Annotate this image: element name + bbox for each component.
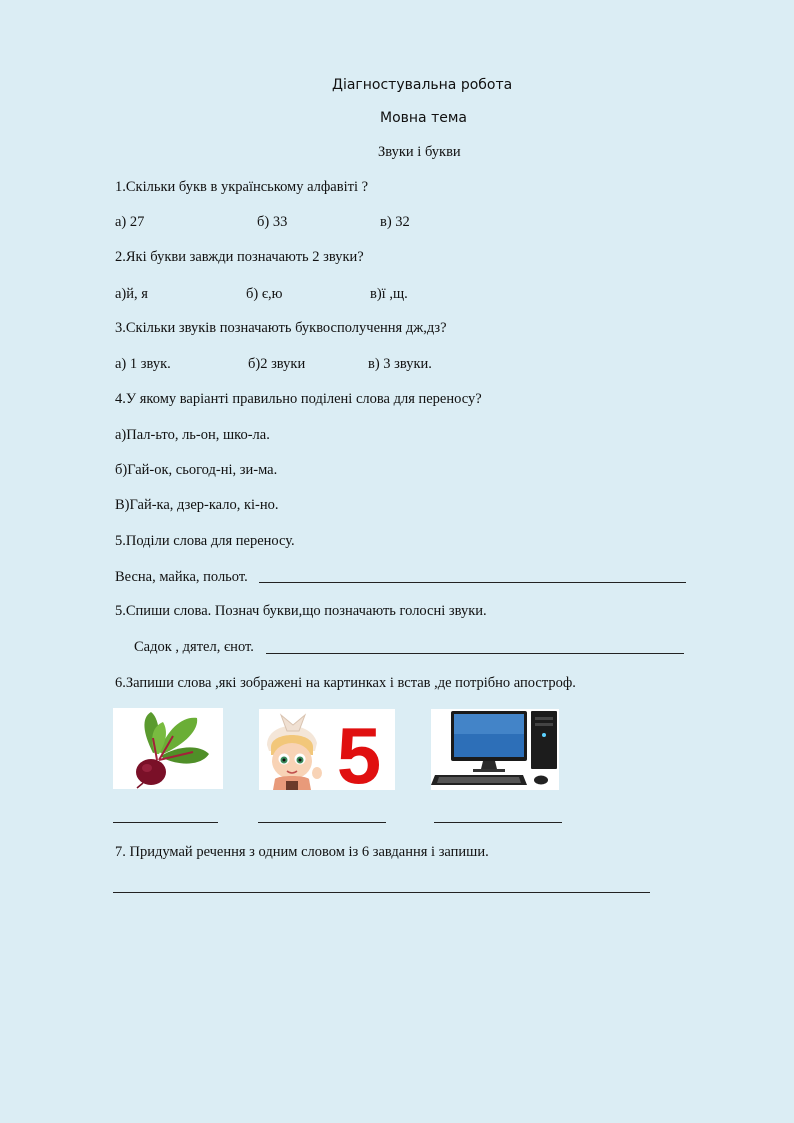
q2-option-b: б) є,ю [246,286,283,302]
q5b-words: Садок , дятел, єнот. [134,639,254,655]
q2-option-c: в)ї ,щ. [370,286,408,302]
q1-option-a: а) 27 [115,214,145,230]
digit-five: 5 [336,711,382,790]
question-1: 1.Скільки букв в українському алфавіті ? [115,179,369,195]
beet-icon [113,708,223,789]
question-4: 4.У якому варіанті правильно поділені слова для переносу? [115,391,482,407]
question-5: 5.Поділи слова для переносу. [115,533,295,549]
q4-option-c: В)Гай-ка, дзер-кало, кі-но. [115,497,279,513]
beet-picture [113,708,223,789]
q1-option-c: в) 32 [380,214,410,230]
question-2: 2.Які букви завжди позначають 2 звуки? [115,249,364,265]
q5-answer-line[interactable] [259,582,686,583]
q5b-answer-line[interactable] [266,653,684,654]
q7-answer-line[interactable] [113,892,650,893]
girl-five-icon [259,709,395,790]
topic-title: Звуки і букви [378,144,461,160]
question-3: 3.Скільки звуків позначають буквосполучення дж,дз? [115,320,447,336]
q4-option-a: а)Пал-ьто, ль-он, шко-ла. [115,427,270,443]
page-title: Діагностувальна робота [332,77,513,93]
q5-words: Весна, майка, польот. [115,569,248,585]
computer-icon [431,709,559,790]
question-6: 6.Запиши слова ,які зображені на картинках і встав ,де потрібно апостроф. [115,675,576,691]
q4-option-b: б)Гай-ок, сьогод-ні, зи-ма. [115,462,278,478]
q1-option-b: б) 33 [257,214,288,230]
picture-1-answer-line[interactable] [113,822,218,823]
page-subtitle: Мовна тема [380,110,467,126]
q3-option-a: а) 1 звук. [115,356,171,372]
question-7: 7. Придумай речення з одним словом із 6 завдання і запиши. [115,844,489,860]
computer-picture [431,709,559,790]
q3-option-b: б)2 звуки [248,356,306,372]
q2-option-a: а)й, я [115,286,148,302]
girl-five-picture [259,709,395,790]
picture-2-answer-line[interactable] [258,822,386,823]
q3-option-c: в) 3 звуки. [368,356,432,372]
picture-3-answer-line[interactable] [434,822,562,823]
question-5b: 5.Спиши слова. Познач букви,що позначають голосні звуки. [115,603,487,619]
